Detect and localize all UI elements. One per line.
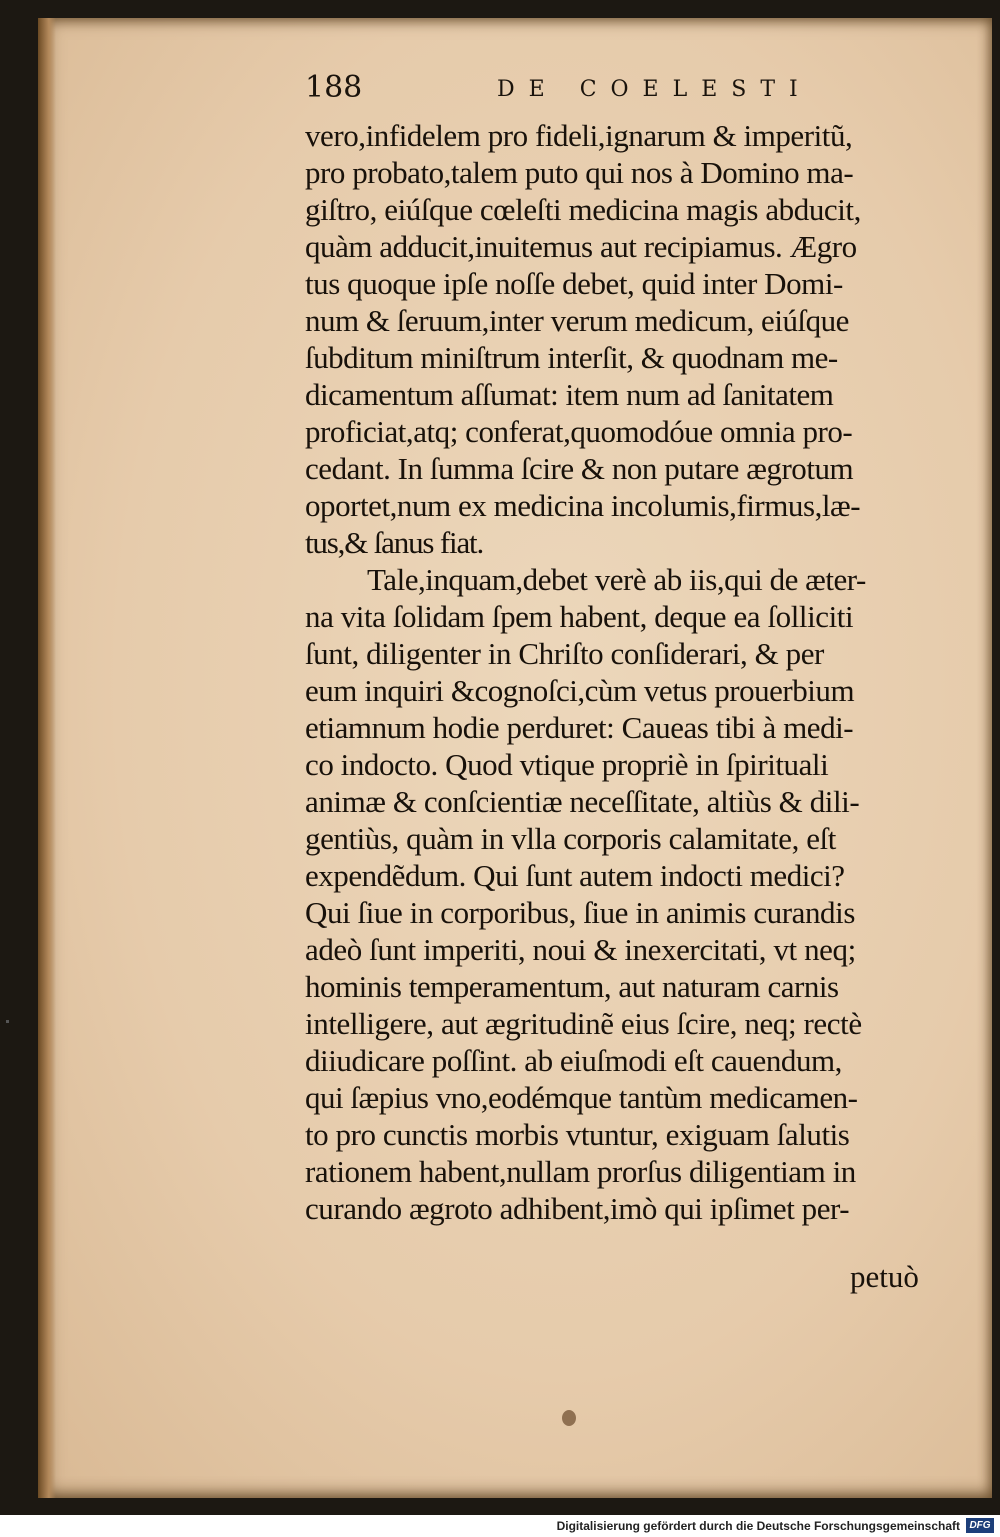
text-line: dicamentum aſſumat: item num ad ſanitatem <box>305 377 834 412</box>
funding-credit: Digitalisierung gefördert durch die Deutsche Forschungsgemeinschaft <box>556 1519 960 1533</box>
text-line: cedant. In ſumma ſcire & non putare ægrotum <box>305 451 854 486</box>
text-line: co indocto. Quod vtique propriè in ſpirituali <box>305 747 829 782</box>
text-line: ſunt, diligenter in Chriſto conſiderari, & per <box>305 636 824 671</box>
page-gutter-edge <box>38 18 56 1498</box>
text-line: vero,infidelem pro fideli,ignarum & imperitũ, <box>305 118 853 153</box>
footer-bar <box>0 1515 1000 1537</box>
page-number: 188 <box>305 70 363 105</box>
text-line: ſubditum miniſtrum interſit, & quodnam me- <box>305 340 838 375</box>
text-line: to pro cunctis morbis vtuntur, exiguam ſalutis <box>305 1117 850 1152</box>
text-line: quàm adducit,inuitemus aut recipiamus. Ægro <box>305 229 857 264</box>
ink-blemish <box>562 1410 576 1426</box>
running-title: DE COELESTI <box>497 77 812 102</box>
text-line: expendẽdum. Qui ſunt autem indocti medici? <box>305 858 845 893</box>
text-line: tus,& ſanus fiat. <box>305 525 484 560</box>
catchword: petuò <box>850 1259 919 1294</box>
scan-speck <box>6 1020 9 1023</box>
dfg-logo: DFG <box>966 1518 994 1533</box>
text-line: proficiat,atq; conferat,quomodóue omnia pro- <box>305 414 853 449</box>
text-line: adeò ſunt imperiti, noui & inexercitati, vt neq; <box>305 932 856 967</box>
text-line: eum inquiri &cognoſci,cùm vetus prouerbium <box>305 673 855 708</box>
text-line: tus quoque ipſe noſſe debet, quid inter Domi- <box>305 266 843 301</box>
text-line: etiamnum hodie perduret: Caueas tibi à medi- <box>305 710 854 745</box>
text-line: qui ſæpius vno,eodémque tantùm medicamen- <box>305 1080 858 1115</box>
paragraph-start-line: Tale,inquam,debet verè ab iis,qui de æter- <box>367 562 866 597</box>
text-line: giſtro, eiúſque cœleſti medicina magis abducit, <box>305 192 861 227</box>
text-line: curando ægroto adhibent,imò qui ipſimet per- <box>305 1191 850 1226</box>
text-line: num & ſeruum,inter verum medicum, eiúſque <box>305 303 849 338</box>
body-text <box>305 117 965 1227</box>
text-line: diiudicare poſſint. ab eiuſmodi eſt cauendum, <box>305 1043 842 1078</box>
text-line: animæ & conſcientiæ neceſſitate, altiùs & dili- <box>305 784 860 819</box>
text-line: rationem habent,nullam prorſus diligentiam in <box>305 1154 856 1189</box>
text-line: pro probato,talem puto qui nos à Domino ma- <box>305 155 854 190</box>
text-line: na vita ſolidam ſpem habent, deque ea ſolliciti <box>305 599 854 634</box>
text-line: Qui ſiue in corporibus, ſiue in animis curandis <box>305 895 855 930</box>
text-line: oportet,num ex medicina incolumis,firmus,læ- <box>305 488 861 523</box>
text-line: intelligere, aut ægritudinẽ eius ſcire, neq; rectè <box>305 1006 862 1041</box>
text-line: gentiùs, quàm in vlla corporis calamitate, eſt <box>305 821 836 856</box>
running-head <box>305 68 945 112</box>
text-line: hominis temperamentum, aut naturam carnis <box>305 969 839 1004</box>
